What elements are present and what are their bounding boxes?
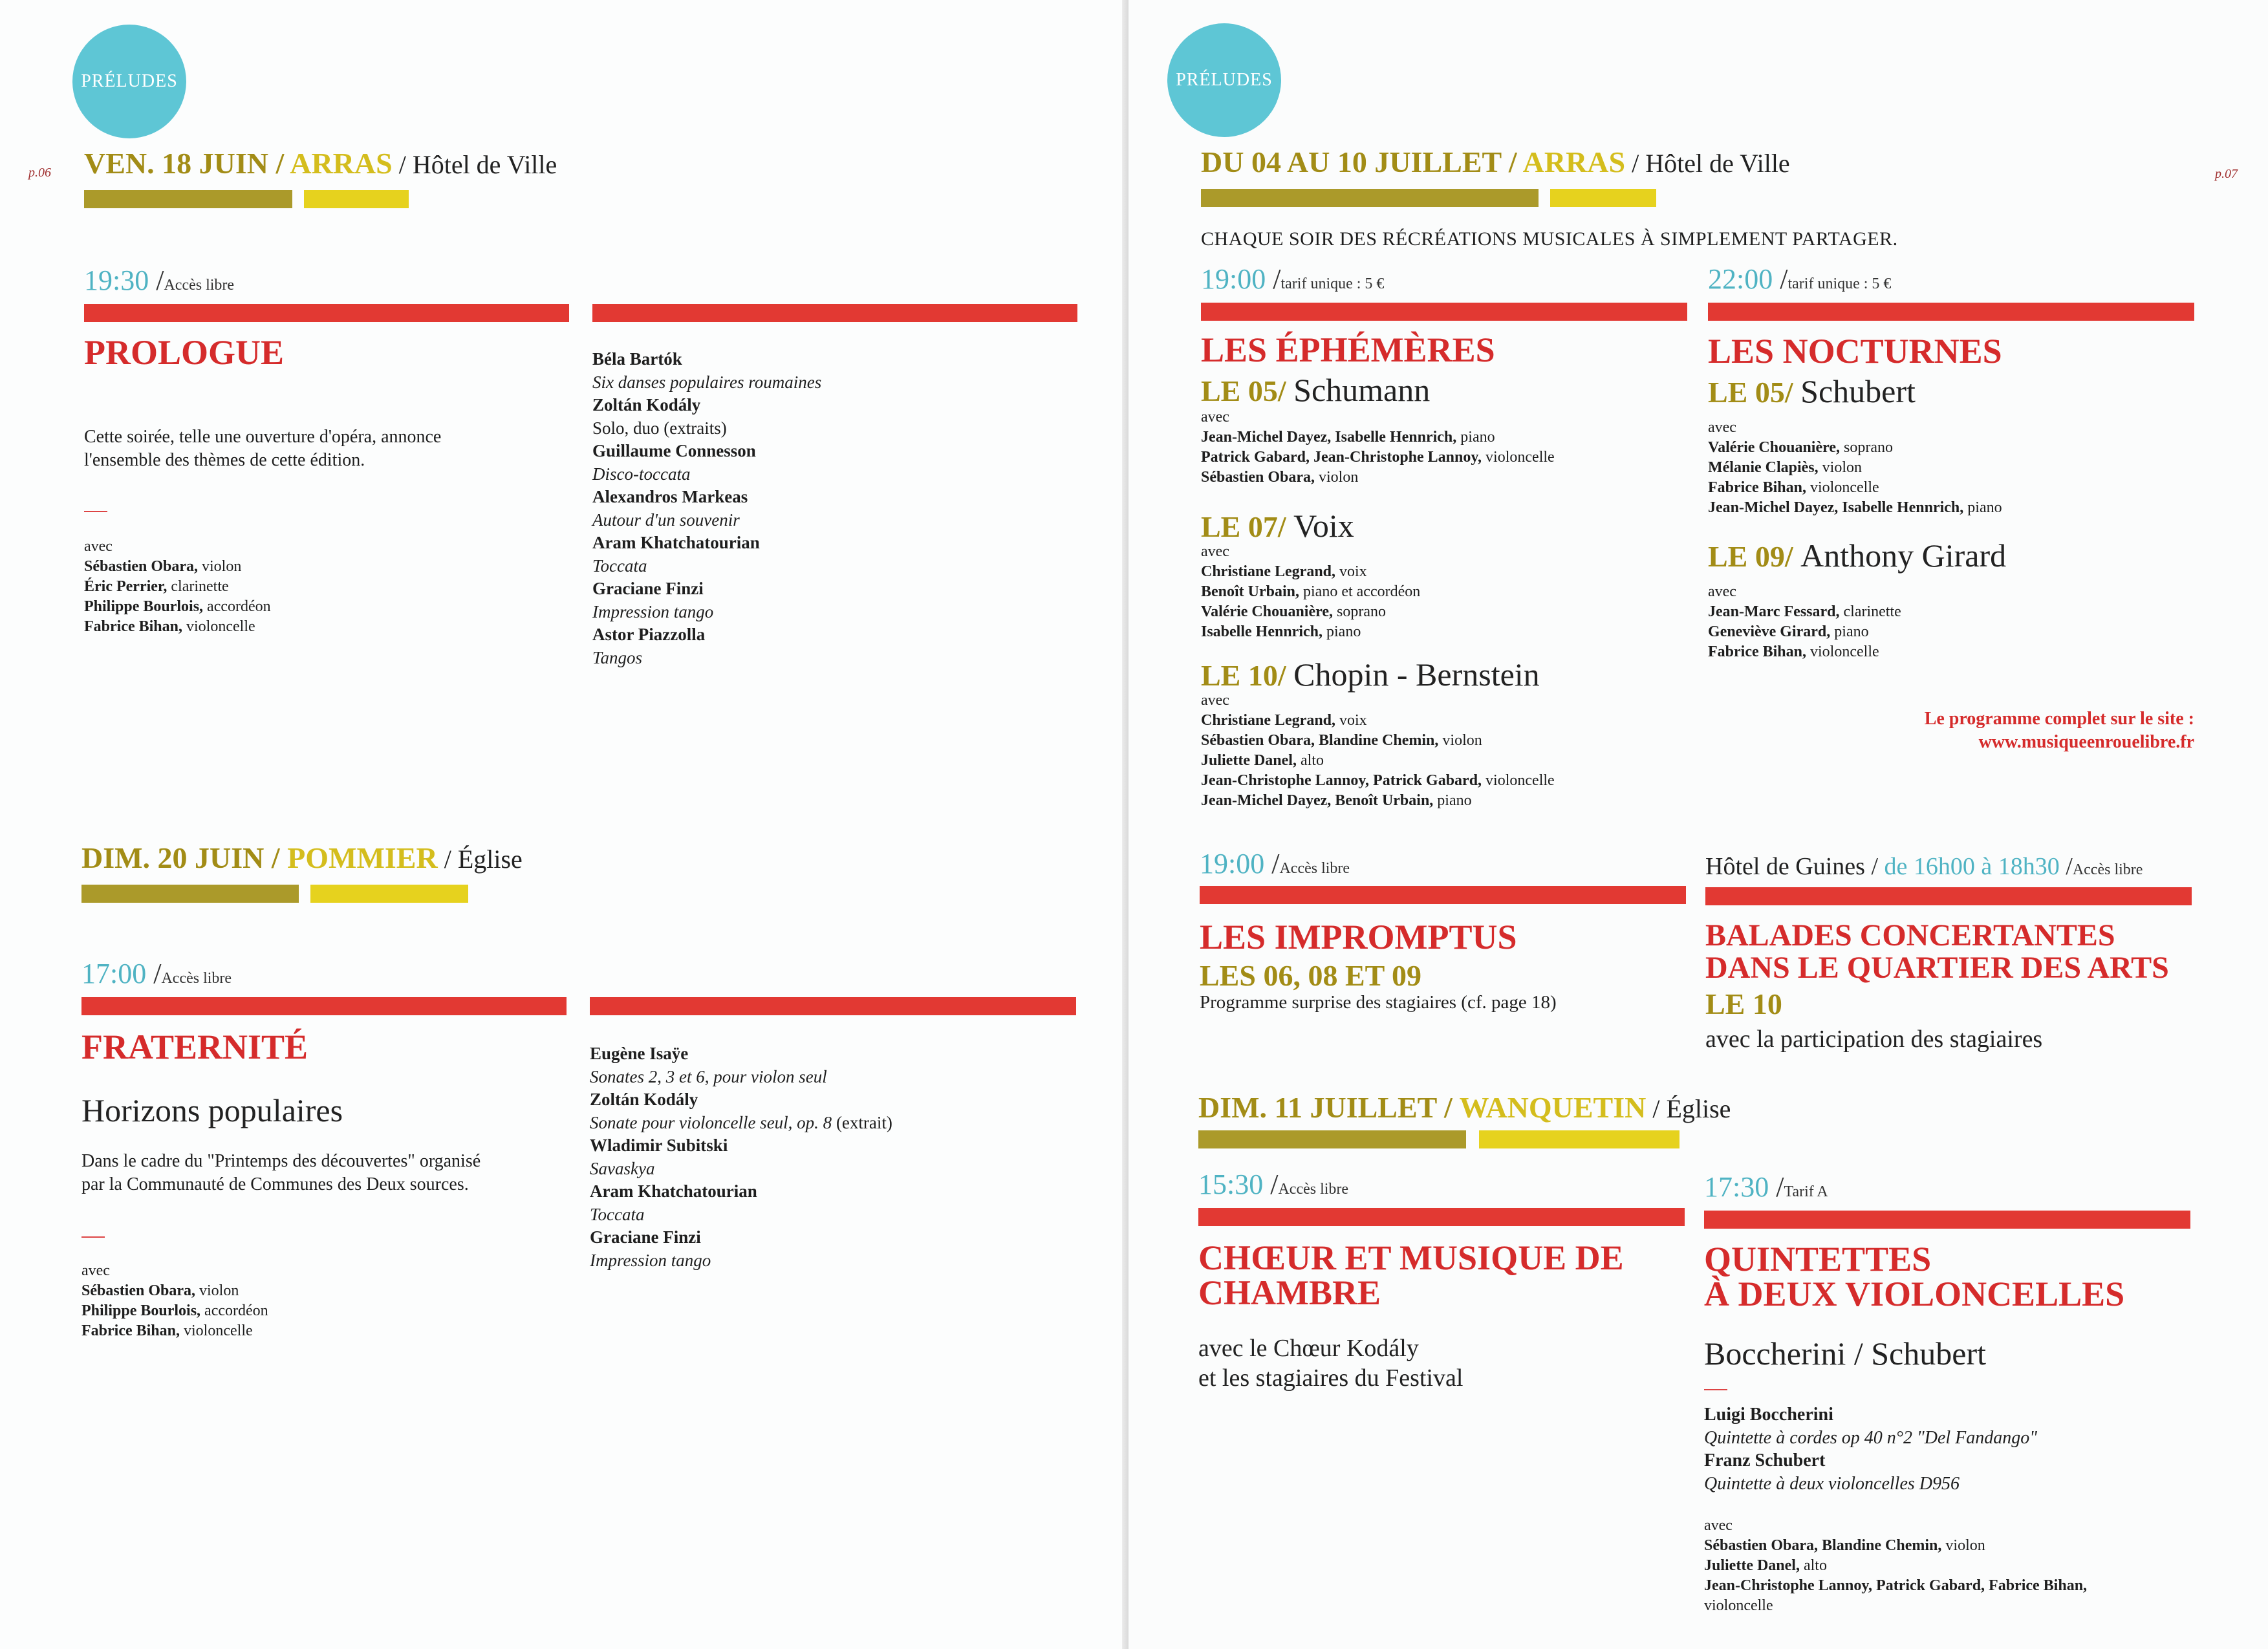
event-title: LES ÉPHÉMÈRES (1201, 330, 1495, 369)
red-rule (1708, 303, 2194, 321)
work: Impression tango (592, 601, 714, 621)
avec-label: avec (84, 538, 113, 555)
event-date: DIM. 20 JUIN (81, 841, 265, 874)
olive-rule (84, 190, 292, 208)
work: Toccata (592, 555, 647, 576)
composer: Aram Khatchatourian (592, 533, 760, 552)
performers-list (81, 1261, 268, 1341)
event-title: PROLOGUE (84, 333, 285, 372)
tagline: CHAQUE SOIR DES RÉCRÉATIONS MUSICALES À SIMPLEMENT PARTAGER. (1201, 228, 1898, 250)
event-venue: Église (457, 845, 523, 874)
performer: Philippe Bourlois, accordéon (81, 1302, 268, 1319)
performer: Fabrice Bihan, violoncelle (1708, 643, 1879, 660)
event-note (1198, 1333, 1463, 1393)
event-title (1705, 920, 2169, 984)
time-value: 17:00 (81, 958, 147, 989)
program-list (592, 348, 821, 669)
composer: Alexandros Markeas (592, 487, 748, 506)
composer: Aram Khatchatourian (590, 1181, 757, 1201)
event-venue: Église (1666, 1094, 1731, 1123)
dash-separator (84, 511, 107, 512)
performer-role: violoncelle (1704, 1597, 1773, 1614)
performer: Isabelle Hennrich, piano (1201, 623, 1361, 640)
venue-label: Hôtel de Guines (1705, 853, 1865, 880)
performer: Patrick Gabard, Jean-Christophe Lannoy, violoncelle (1201, 449, 1555, 466)
event-date: DIM. 11 JUILLET (1198, 1091, 1437, 1124)
program-list (590, 1042, 892, 1272)
composer: Eugène Isaÿe (590, 1044, 689, 1063)
event-date-line: DIM. 11 JUILLET / WANQUETIN / Église (1198, 1091, 1731, 1124)
concert-heading: LE 10/ Chopin - Bernstein (1201, 656, 1540, 693)
event-time: 19:00 /tarif unique : 5 € (1201, 263, 1385, 295)
title-line: DANS LE QUARTIER DES ARTS (1705, 951, 2169, 985)
performer: Jean-Christophe Lannoy, Patrick Gabard, violoncelle (1201, 772, 1555, 789)
left-page (0, 0, 1129, 1649)
time-value: de 16h00 à 18h30 (1884, 853, 2060, 880)
event-time: 19:30 /Accès libre (84, 264, 235, 296)
page-number: p.06 (28, 166, 51, 180)
red-rule (1705, 887, 2192, 905)
composer: Guillaume Connesson (592, 441, 756, 460)
red-rule (81, 997, 567, 1015)
performer: Valérie Chouanière, soprano (1201, 603, 1386, 620)
work: Sonates 2, 3 et 6, pour violon seul (590, 1066, 827, 1086)
composer: Zoltán Kodály (590, 1090, 698, 1109)
event-note: avec la participation des stagiaires (1705, 1026, 2043, 1053)
title-line: CHŒUR ET MUSIQUE DE (1198, 1238, 1624, 1277)
concert-heading: LE 07/ Voix (1201, 508, 1354, 544)
work: Autour d'un souvenir (592, 510, 740, 530)
performers-list (1201, 542, 1420, 642)
access-label: Accès libre (161, 970, 232, 987)
red-rule (1200, 886, 1686, 904)
event-time: 15:30 /Accès libre (1198, 1169, 1349, 1200)
time-value: 19:00 (1200, 848, 1265, 879)
performer: Benoît Urbain, piano et accordéon (1201, 583, 1421, 600)
performer: Jean-Michel Dayez, Benoît Urbain, piano (1201, 792, 1472, 809)
event-subtitle: Boccherini / Schubert (1704, 1335, 1986, 1372)
website-link[interactable]: www.musiqueenrouelibre.fr (1978, 732, 2194, 752)
access-label: Accès libre (164, 277, 235, 294)
performer: Sébastien Obara, violon (1201, 469, 1359, 486)
composer: Luigi Boccherini (1704, 1405, 1833, 1425)
right-page (1129, 0, 2268, 1649)
performer: Philippe Bourlois, accordéon (84, 598, 271, 615)
event-city: WANQUETIN (1459, 1091, 1647, 1124)
preludes-badge (72, 25, 186, 138)
concert-heading: LE 05/ Schubert (1708, 373, 1916, 409)
performers-list (1708, 582, 1901, 662)
composer: Graciane Finzi (592, 579, 704, 598)
olive-rule (1198, 1130, 1466, 1148)
time-value: 17:30 (1704, 1171, 1769, 1203)
composer: Graciane Finzi (590, 1227, 701, 1247)
event-venue: Hôtel de Ville (412, 150, 557, 179)
composer: Astor Piazzolla (592, 625, 706, 644)
access-label: tarif unique : 5 € (1280, 275, 1385, 292)
performer: Jean-Michel Dayez, Isabelle Hennrich, piano (1201, 429, 1495, 446)
olive-rule (1201, 189, 1539, 207)
performer: Sébastien Obara, violon (84, 558, 242, 575)
performer: Jean-Marc Fessard, clarinette (1708, 603, 1901, 620)
website-note (1840, 707, 2194, 754)
event-note: Programme surprise des stagiaires (cf. page 18) (1200, 992, 1557, 1013)
work: Six danses populaires roumaines (592, 372, 822, 392)
avec-label: avec (81, 1262, 110, 1279)
performer: Fabrice Bihan, violoncelle (84, 618, 255, 635)
performers-list (1201, 691, 1555, 811)
work: Tangos (592, 647, 643, 667)
work: Quintette à cordes op 40 n°2 "Del Fandango" (1704, 1427, 2038, 1448)
performer: Sébastien Obara, Blandine Chemin, violon (1704, 1537, 1985, 1554)
website-label: Le programme complet sur le site : (1924, 709, 2194, 729)
performers-list (1708, 418, 2002, 518)
red-rule (1198, 1208, 1685, 1226)
event-title: LES IMPROMPTUS (1200, 918, 1517, 956)
time-value: 19:30 (84, 264, 149, 296)
performer: Sébastien Obara, Blandine Chemin, violon (1201, 732, 1482, 749)
dash-separator (1704, 1389, 1727, 1390)
note-line: avec le Chœur Kodály (1198, 1335, 1419, 1362)
title-line: BALADES CONCERTANTES (1705, 918, 2115, 953)
performer: Juliette Danel, alto (1704, 1557, 1827, 1574)
concert-days: LE 10 (1705, 987, 1782, 1020)
work: Disco-toccata (592, 464, 691, 484)
event-time: 19:00 /Accès libre (1200, 848, 1350, 879)
performer: Fabrice Bihan, violoncelle (1708, 479, 1879, 496)
work: Quintette à deux violoncelles D956 (1704, 1473, 1960, 1494)
description-line: Cette soirée, telle une ouverture d'opéra, annonce (84, 427, 442, 447)
title-line: QUINTETTES (1704, 1240, 1932, 1278)
yellow-rule (1479, 1130, 1679, 1148)
avec-label: avec (1201, 692, 1229, 709)
event-time-line: Hôtel de Guines / de 16h00 à 18h30 /Accès libre (1705, 853, 2143, 880)
work: Impression tango (590, 1250, 711, 1270)
event-date-line: DU 04 AU 10 JUILLET / ARRAS / Hôtel de Ville (1201, 146, 1790, 178)
event-description (81, 1150, 481, 1196)
red-rule (84, 304, 569, 322)
composer: Franz Schubert (1704, 1450, 1826, 1471)
access-label: Accès libre (2072, 861, 2143, 878)
red-rule (592, 304, 1077, 322)
performer: Valérie Chouanière, soprano (1708, 439, 1893, 456)
event-subtitle: Horizons populaires (81, 1092, 343, 1128)
title-line: À DEUX VIOLONCELLES (1704, 1275, 2125, 1313)
yellow-rule (304, 190, 409, 208)
composer: Zoltán Kodály (592, 395, 701, 415)
event-time: 17:30 /Tarif A (1704, 1171, 1828, 1203)
event-venue: Hôtel de Ville (1645, 149, 1790, 178)
performer: Jean-Michel Dayez, Isabelle Hennrich, piano (1708, 499, 2002, 516)
event-city: ARRAS (290, 147, 393, 180)
performer: Christiane Legrand, voix (1201, 712, 1367, 729)
avec-label: avec (1708, 583, 1736, 600)
access-label: Accès libre (1278, 1181, 1349, 1198)
dash-separator (81, 1236, 105, 1238)
description-line: l'ensemble des thèmes de cette édition. (84, 450, 365, 470)
description-line: Dans le cadre du "Printemps des découvertes" organisé (81, 1151, 481, 1171)
event-city: POMMIER (287, 841, 438, 874)
preludes-badge (1167, 23, 1281, 137)
event-date-line: DIM. 20 JUIN / POMMIER / Église (81, 841, 523, 874)
description-line: par la Communauté de Communes des Deux sources. (81, 1174, 469, 1194)
time-value: 19:00 (1201, 263, 1266, 295)
work: Solo, duo (extraits) (592, 418, 727, 438)
avec-label: avec (1201, 409, 1229, 426)
event-time: 22:00 /tarif unique : 5 € (1708, 263, 1892, 295)
page-number: p.07 (2215, 167, 2238, 181)
avec-label: avec (1708, 419, 1736, 436)
note-line: et les stagiaires du Festival (1198, 1364, 1463, 1392)
title-line: CHAMBRE (1198, 1273, 1381, 1312)
work: Savaskya (590, 1158, 655, 1178)
avec-label: avec (1704, 1517, 1733, 1534)
event-date: VEN. 18 JUIN (84, 147, 268, 180)
work: Sonate pour violoncelle seul, op. 8 (extrait) (590, 1112, 892, 1132)
time-value: 15:30 (1198, 1169, 1264, 1200)
concert-heading: LE 09/ Anthony Girard (1708, 537, 2007, 574)
concert-heading: LE 05/ Schumann (1201, 372, 1431, 408)
composer: Wladimir Subitski (590, 1136, 728, 1155)
event-title: FRATERNITÉ (81, 1028, 308, 1066)
access-label: Tarif A (1784, 1183, 1828, 1200)
red-rule (1704, 1211, 2190, 1229)
event-time: 17:00 /Accès libre (81, 958, 232, 989)
access-label: tarif unique : 5 € (1787, 275, 1892, 292)
event-date-line: VEN. 18 JUIN / ARRAS / Hôtel de Ville (84, 147, 557, 180)
performers-list (1704, 1516, 2087, 1616)
performers-list (84, 537, 271, 637)
performers-list (1201, 407, 1555, 488)
performer: Sébastien Obara, violon (81, 1282, 239, 1299)
badge-label: PRÉLUDES (81, 71, 178, 91)
performer: Juliette Danel, alto (1201, 752, 1324, 769)
event-title (1198, 1240, 1624, 1310)
event-city: ARRAS (1522, 146, 1626, 178)
program-list (1704, 1403, 2037, 1495)
badge-label: PRÉLUDES (1176, 70, 1273, 90)
olive-rule (81, 885, 299, 903)
composer: Béla Bartók (592, 349, 682, 369)
red-rule (1201, 303, 1687, 321)
access-label: Accès libre (1279, 860, 1350, 877)
performer: Éric Perrier, clarinette (84, 578, 229, 595)
performer: Mélanie Clapiès, violon (1708, 459, 1862, 476)
event-title: LES NOCTURNES (1708, 332, 2002, 371)
yellow-rule (1550, 189, 1656, 207)
event-description (84, 426, 441, 472)
event-title (1704, 1242, 2124, 1311)
performer: Geneviève Girard, piano (1708, 623, 1869, 640)
concert-days: LES 06, 08 ET 09 (1200, 959, 1421, 992)
performer: Fabrice Bihan, violoncelle (81, 1322, 253, 1339)
performer: Jean-Christophe Lannoy, Patrick Gabard, Fabrice Bihan, (1704, 1577, 2088, 1594)
time-value: 22:00 (1708, 263, 1773, 295)
work: Toccata (590, 1204, 645, 1224)
yellow-rule (310, 885, 468, 903)
event-date: DU 04 AU 10 JUILLET (1201, 146, 1502, 178)
red-rule (590, 997, 1076, 1015)
performer: Christiane Legrand, voix (1201, 563, 1367, 580)
avec-label: avec (1201, 543, 1229, 560)
